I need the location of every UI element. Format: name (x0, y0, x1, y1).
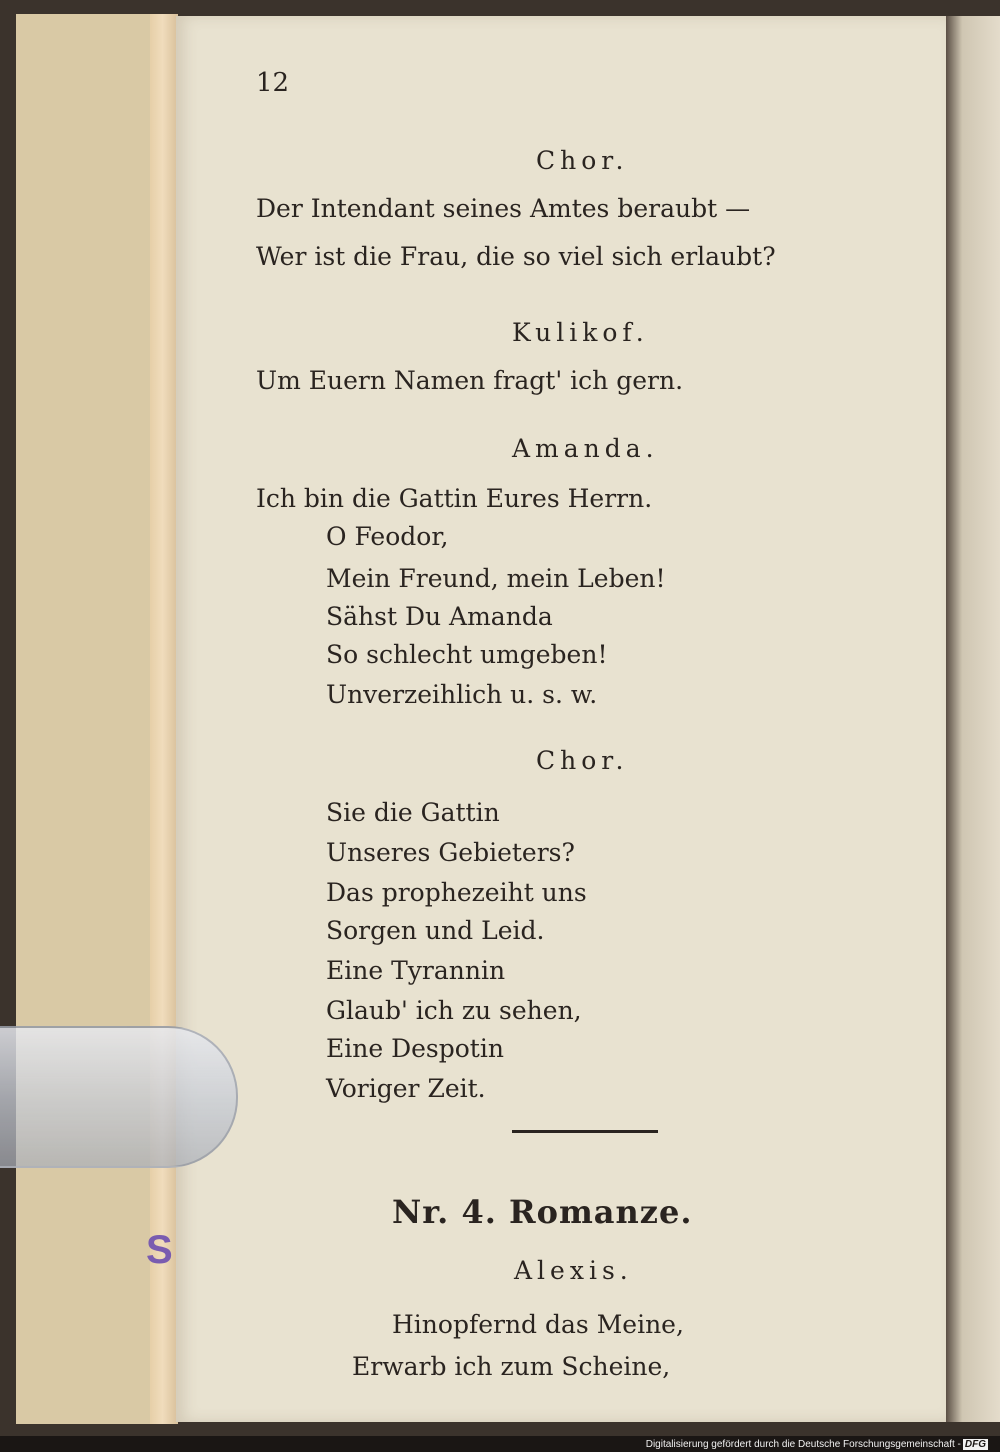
verse-line: Wer ist die Frau, die so viel sich erlaubt? (256, 242, 776, 271)
speaker-alexis: Alexis. (514, 1256, 633, 1285)
speaker-kulikof: Kulikof. (512, 318, 649, 347)
verse-line: Ich bin die Gattin Eures Herrn. (256, 484, 653, 513)
book-page (176, 16, 946, 1422)
page-right-edge (946, 16, 1000, 1422)
library-stamp: S (146, 1228, 173, 1272)
verse-line: Voriger Zeit. (326, 1074, 486, 1103)
verse-line: Unverzeihlich u. s. w. (326, 680, 598, 709)
verse-line: Um Euern Namen fragt' ich gern. (256, 366, 684, 395)
page-stack-edge (150, 14, 178, 1424)
speaker-chor: Chor. (536, 746, 629, 775)
verse-line: Erwarb ich zum Scheine, (352, 1352, 671, 1381)
digitization-credit (646, 1439, 988, 1450)
credit-text: Digitalisierung gefördert durch die Deutsche Forschungsgemeinschaft - (645, 1439, 961, 1450)
verse-line: Der Intendant seines Amtes beraubt — (256, 194, 751, 223)
verse-line: Sähst Du Amanda (326, 602, 553, 631)
page-number: 12 (256, 68, 290, 98)
verse-line: Das prophezeiht uns (326, 878, 587, 907)
speaker-chor: Chor. (536, 146, 629, 175)
verse-line: O Feodor, (326, 522, 449, 551)
verse-line: Eine Tyrannin (326, 956, 506, 985)
verse-line: Unseres Gebieters? (326, 838, 575, 867)
verse-line: Glaub' ich zu sehen, (326, 996, 582, 1025)
page-clip (0, 1026, 238, 1168)
verse-line: Eine Despotin (326, 1034, 504, 1063)
section-heading: Nr. 4. Romanze. (392, 1193, 693, 1231)
dfg-logo: DFG (964, 1439, 986, 1450)
verse-line: Sie die Gattin (326, 798, 500, 827)
verse-line: Sorgen und Leid. (326, 916, 545, 945)
verse-line: Hinopfernd das Meine, (392, 1310, 684, 1339)
section-divider (512, 1130, 658, 1133)
speaker-amanda: Amanda. (512, 434, 659, 463)
verse-line: So schlecht umgeben! (326, 640, 608, 669)
verse-line: Mein Freund, mein Leben! (326, 564, 666, 593)
page-text (176, 16, 946, 1422)
